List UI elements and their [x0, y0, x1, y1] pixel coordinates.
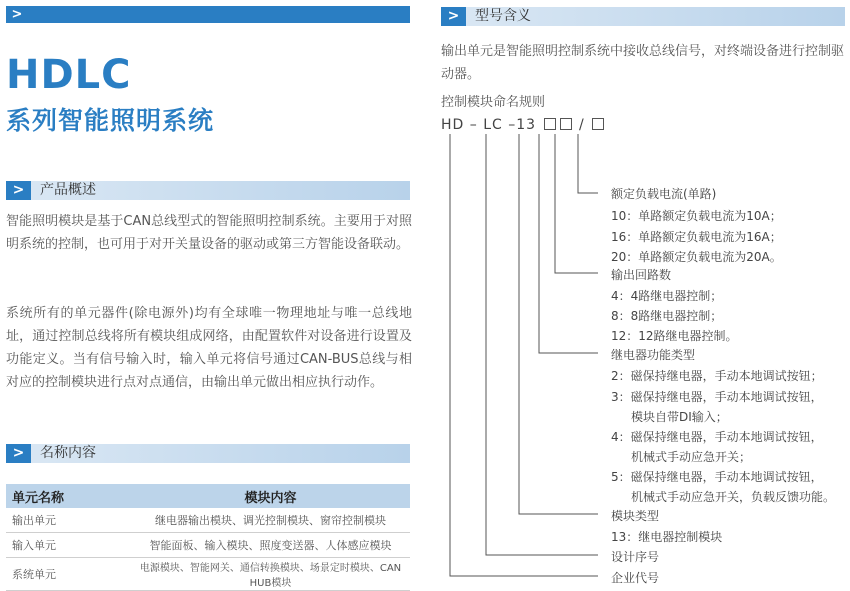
- label-rt-4b: 机械式手动应急开关；: [631, 450, 752, 464]
- model-code-separator: /: [578, 117, 585, 133]
- label-rated-current: 额定负载电流(单路): [611, 187, 717, 201]
- label-company-code: 企业代号: [611, 571, 660, 585]
- label-rc-10: 10：单路额定负载电流为10A；: [611, 209, 782, 223]
- brand-title: HDLC: [6, 52, 132, 98]
- label-rt-5a: 5：磁保持继电器，手动本地调试按钮，: [611, 470, 823, 484]
- table-cell: 继电器输出模块、调光控制模块、窗帘控制模块: [131, 508, 410, 533]
- table-cell: 智能面板、输入模块、照度变送器、人体感应模块: [131, 533, 410, 558]
- label-ol-12: 12：12路继电器控制。: [611, 329, 738, 343]
- chevron-right-icon: >: [441, 7, 466, 26]
- overview-paragraph-2: 系统所有的单元器件(除电源外)均有全球唯一物理地址与唯一总线地址，通过控制总线将所有模块组成网络，由配置软件对设备进行设置及功能定义。当有信号输入时，输入单元将信号通过CAN-BUS总线与相对应的控制模块进行点对点通信，由输出单元做出相应执行动作。: [6, 306, 412, 390]
- chevron-right-icon: >: [6, 181, 31, 200]
- section-title: 型号含义: [475, 8, 531, 24]
- intro-text: 输出单元是智能照明控制系统中接收总线信号，对终端设备进行控制驱动器。: [441, 44, 845, 82]
- table-cell: 电源模块、智能网关、通信转换模块、场景定时模块、CAN HUB模块: [131, 558, 410, 591]
- label-rc-20: 20：单路额定负载电流为20A。: [611, 250, 782, 264]
- label-design-seq: 设计序号: [611, 550, 660, 564]
- label-rt-3a: 3：磁保持继电器，手动本地调试按钮，: [611, 390, 823, 404]
- label-rt-4a: 4：磁保持继电器，手动本地调试按钮，: [611, 430, 823, 444]
- label-module-type: 模块类型: [611, 509, 660, 523]
- label-rc-16: 16：单路额定负载电流为16A；: [611, 230, 782, 244]
- label-ol-8: 8：8路继电器控制；: [611, 309, 723, 323]
- section-title: 产品概述: [40, 182, 96, 198]
- column-header: 单元名称: [6, 484, 131, 508]
- overview-paragraph-1: 智能照明模块是基于CAN总线型式的智能照明控制系统。主要用于对照明系统的控制，也可用于对开关量设备的驱动或第三方智能设备联动。: [6, 214, 412, 252]
- label-mt-13: 13：继电器控制模块: [611, 530, 723, 544]
- table-cell: 系统单元: [6, 558, 131, 591]
- chevron-right-icon: >: [6, 444, 31, 463]
- chevron-right-icon: >: [11, 7, 23, 22]
- brand-subtitle: 系列智能照明系统: [6, 106, 215, 135]
- label-rt-3b: 模块自带DI输入；: [631, 410, 728, 424]
- naming-rule-title: 控制模块命名规则: [441, 95, 546, 110]
- model-code-prefix: HD – LC –13: [441, 117, 537, 133]
- label-output-loops: 输出回路数: [611, 268, 672, 282]
- table-cell: 输入单元: [6, 533, 131, 558]
- label-ol-4: 4：4路继电器控制；: [611, 289, 723, 303]
- label-rt-2: 2：磁保持继电器，手动本地调试按钮；: [611, 369, 823, 383]
- label-relay-type: 继电器功能类型: [611, 348, 696, 362]
- column-header: 模块内容: [131, 484, 410, 508]
- section-title: 名称内容: [40, 445, 96, 461]
- table-cell: 输出单元: [6, 508, 131, 533]
- label-rt-5b: 机械式手动应急开关，负载反馈功能。: [631, 490, 836, 504]
